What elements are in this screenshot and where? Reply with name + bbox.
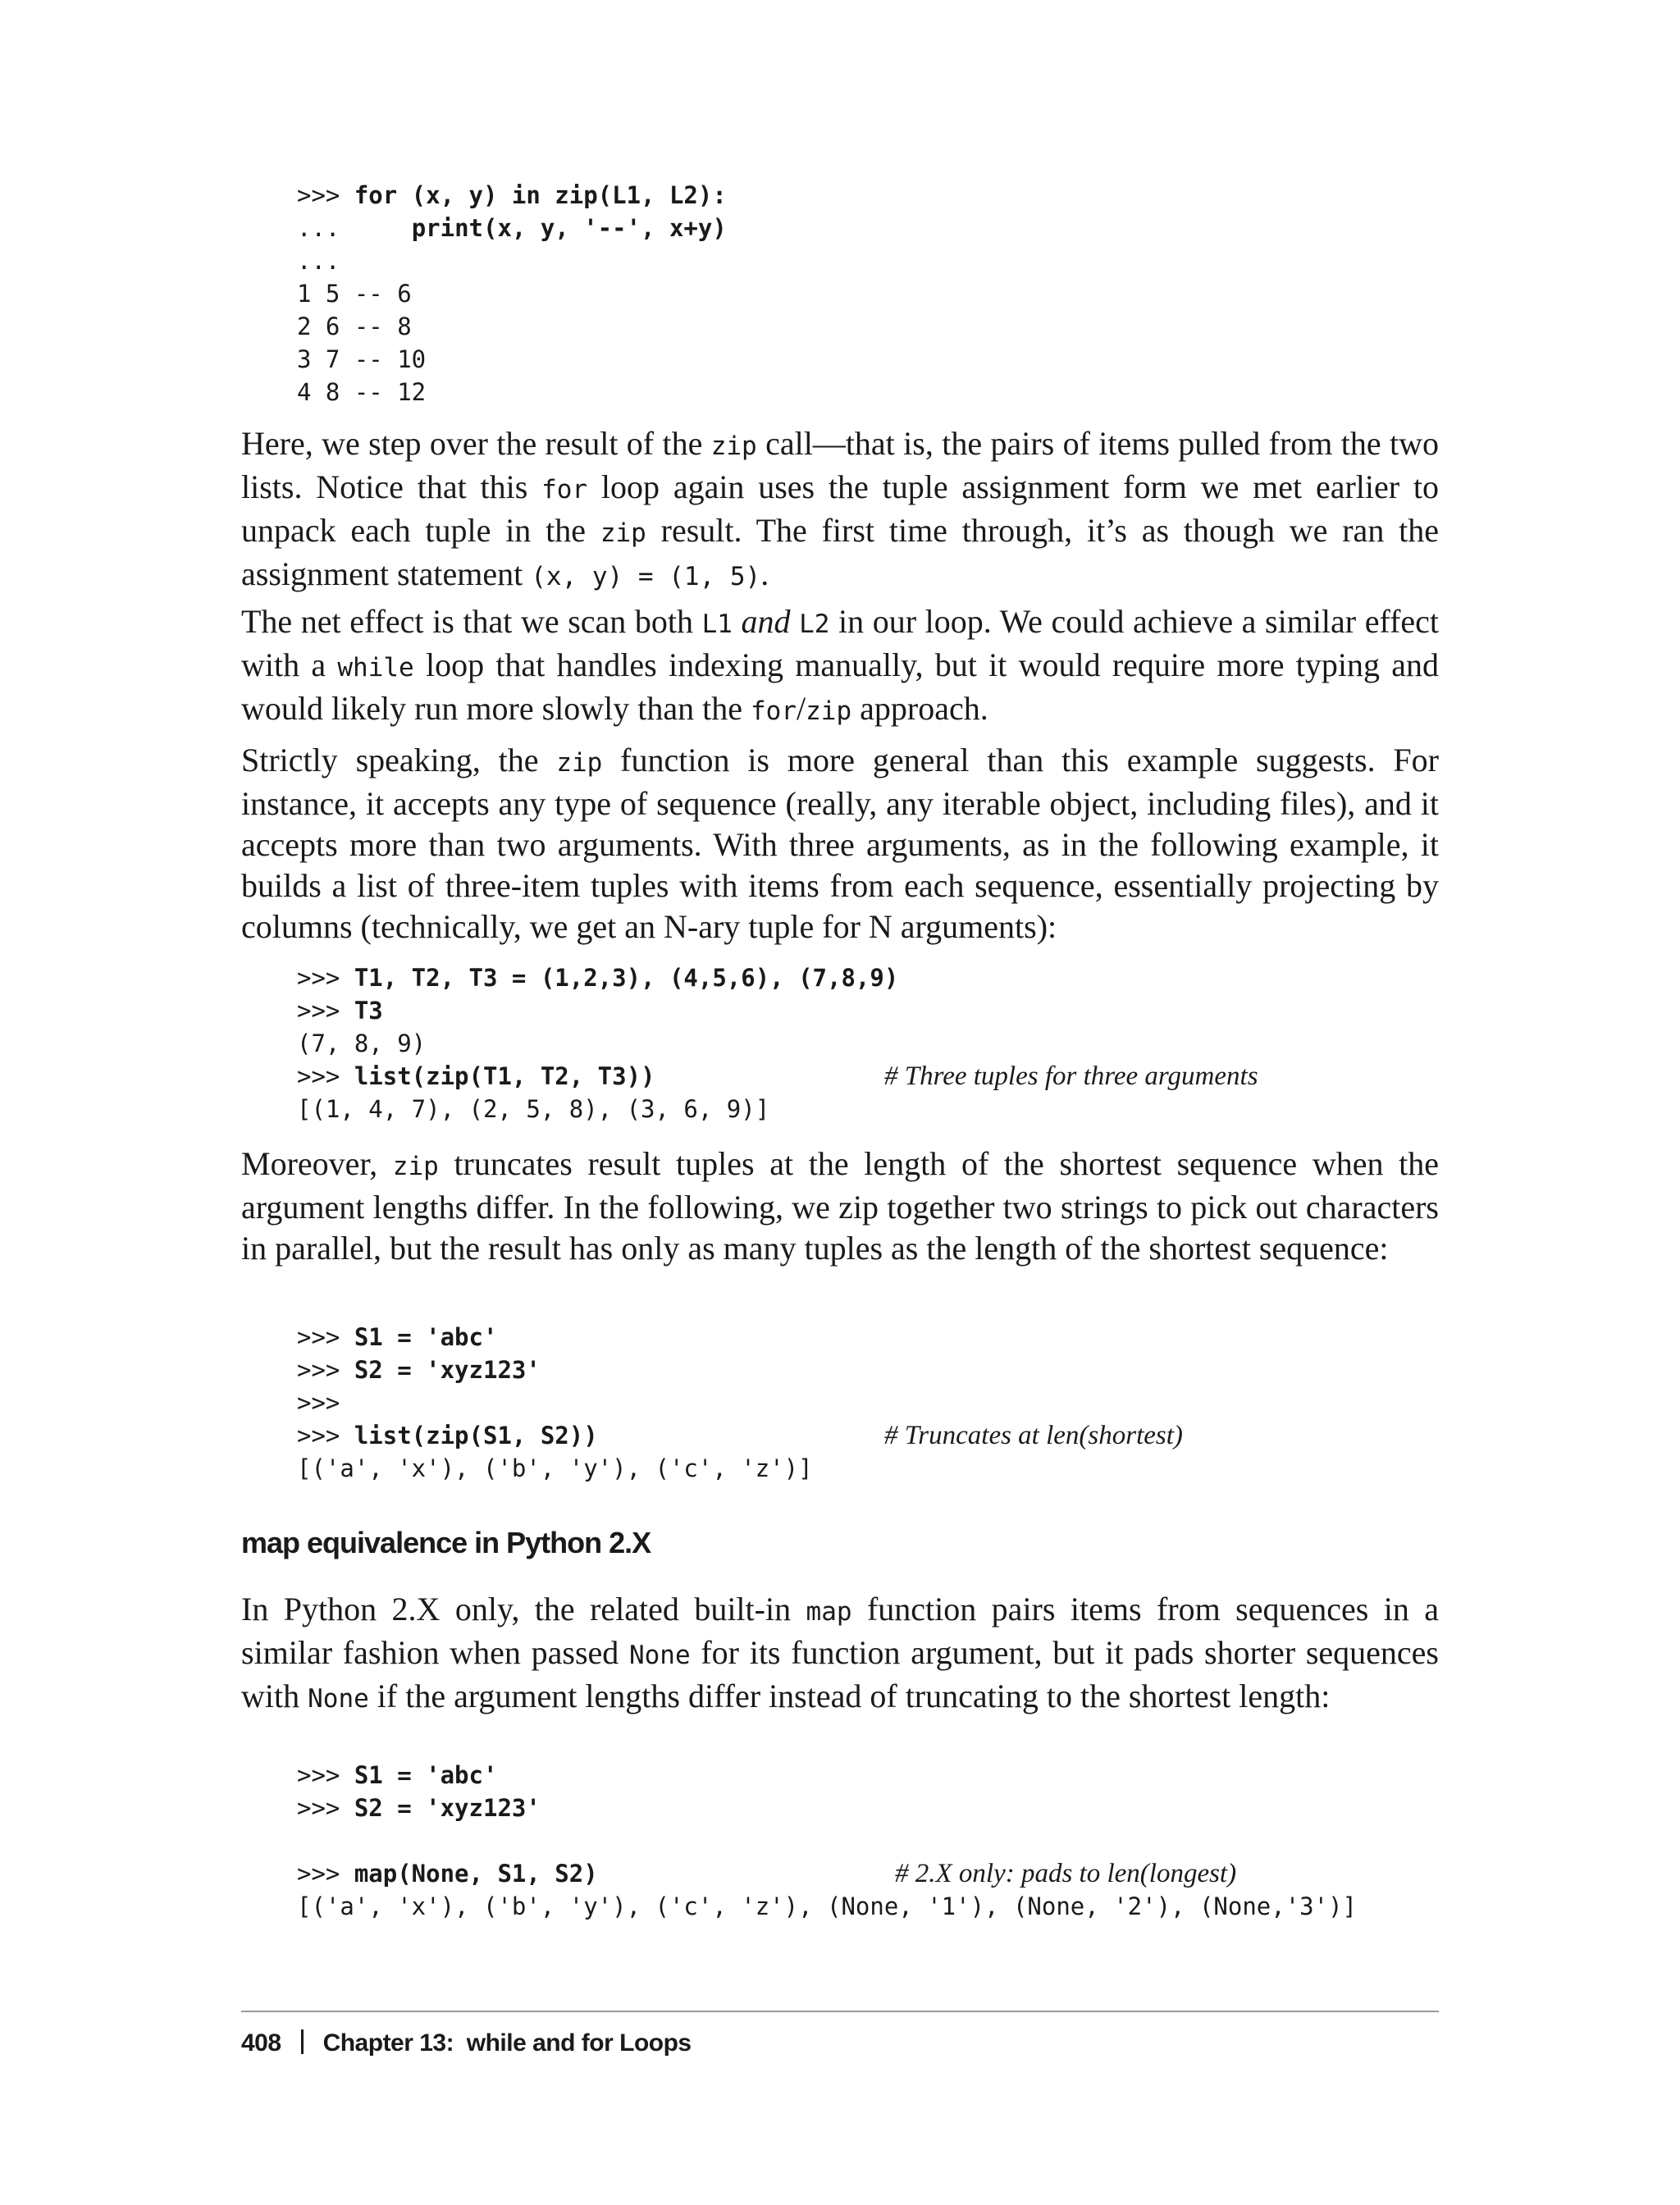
inline-code: L1 [701, 609, 733, 639]
prompt: >>> [297, 997, 354, 1025]
inline-code: for [751, 696, 797, 726]
paragraph: The net effect is that we scan both L1 and L2 in our loop. We could achieve a similar effect with a while loop that handles indexing manually, but it would require more typing and would likely run more slowly than the for/zip approach. [241, 603, 1440, 727]
paragraph: Here, we step over the result of the zip call—that is, the pairs of items pulled from the two lists. Notice that this for loop again uses the tuple assignment form we met earlier to unpack each tuple in the zip result. The first time through, it’s as though we ran the assignment statement (x, y) = (1, 5). [241, 425, 1439, 592]
inline-code: zip [806, 696, 852, 726]
emphasis: and [741, 603, 791, 640]
code-comment: # 2.X only: pads to len(longest) [895, 1859, 1237, 1888]
page-number: 408 [241, 2029, 281, 2057]
prompt: >>> [297, 1356, 354, 1384]
inline-code: for [541, 475, 588, 504]
code-input: S2 = 'xyz123' [354, 1794, 541, 1822]
code-blank-line [297, 1824, 1357, 1857]
code-line [297, 1419, 1183, 1452]
code-line [297, 994, 898, 1027]
code-output: 3 7 -- 10 [297, 345, 427, 373]
prompt: >>> [297, 964, 354, 992]
code-output: 4 8 -- 12 [297, 378, 427, 406]
code-block-zip-strings [297, 1321, 1183, 1485]
prompt: >>> [297, 1761, 354, 1789]
inline-code: zip [556, 748, 603, 778]
prompt: ... [297, 214, 412, 242]
code-output: 2 6 -- 8 [297, 313, 412, 340]
code-input: list(zip(S1, S2)) [354, 1422, 598, 1449]
code-line [297, 212, 727, 244]
code-line: ... [297, 247, 340, 275]
code-line [297, 1792, 1357, 1824]
code-line [297, 1321, 813, 1354]
inline-code: map [806, 1597, 852, 1627]
code-line [297, 1060, 1258, 1093]
code-input: S1 = 'abc' [354, 1323, 498, 1351]
code-line: >>> [297, 1389, 340, 1417]
prompt: >>> [297, 1062, 354, 1090]
section-heading: map equivalence in Python 2.X [241, 1526, 651, 1559]
inline-code: None [628, 1641, 691, 1670]
code-block-three-tuples [297, 961, 1258, 1125]
code-input: T3 [354, 997, 383, 1025]
code-line [297, 179, 727, 212]
code-line [297, 1354, 813, 1386]
inline-code: zip [392, 1152, 439, 1181]
footer-separator [301, 2029, 304, 2054]
footer-divider [241, 2011, 1439, 2012]
code-output: [('a', 'x'), ('b', 'y'), ('c', 'z')] [297, 1454, 813, 1482]
inline-code: None [308, 1684, 369, 1714]
code-input: for (x, y) in zip(L1, L2): [354, 181, 727, 209]
code-line [297, 961, 898, 994]
code-comment: # Truncates at len(shortest) [884, 1421, 1183, 1450]
paragraph: Moreover, zip truncates result tuples at the length of the shortest sequence when the argument lengths differ. In the following, we zip together two strings to pick out characters in parallel, but the result has only as many tuples as the length of the shortest sequence: [241, 1145, 1439, 1267]
code-line [297, 1759, 1357, 1792]
code-input: print(x, y, '--', x+y) [411, 214, 727, 242]
inline-code: L2 [799, 609, 830, 639]
code-output: 1 5 -- 6 [297, 280, 412, 308]
code-line [297, 1857, 1357, 1890]
prompt: >>> [297, 1323, 354, 1351]
page-footer [241, 2029, 692, 2057]
code-input: S2 = 'xyz123' [354, 1356, 541, 1384]
code-input: S1 = 'abc' [354, 1761, 498, 1789]
chapter-title: Chapter 13: while and for Loops [322, 2029, 692, 2057]
inline-code: (x, y) = (1, 5) [531, 562, 761, 591]
code-block-zip-loop [297, 179, 727, 409]
code-input: T1, T2, T3 = (1,2,3), (4,5,6), (7,8,9) [354, 964, 899, 992]
code-output: [('a', 'x'), ('b', 'y'), ('c', 'z'), (None, '1'), (None, '2'), (None,'3')] [297, 1892, 1358, 1920]
inline-code: while [337, 653, 414, 682]
code-block-map-none [297, 1759, 1357, 1923]
code-input: map(None, S1, S2) [354, 1860, 598, 1888]
inline-code: zip [710, 431, 757, 461]
prompt: >>> [297, 1794, 354, 1822]
prompt: >>> [297, 181, 354, 209]
paragraph: In Python 2.X only, the related built-in map function pairs items from sequences in a similar fashion when passed None for its function argument, but it pads shorter sequences with None if the argument lengths differ instead of truncating to the shortest length: [241, 1591, 1440, 1714]
prompt: >>> [297, 1860, 354, 1888]
code-output: [(1, 4, 7), (2, 5, 8), (3, 6, 9)] [297, 1095, 770, 1123]
code-output: (7, 8, 9) [297, 1029, 427, 1057]
inline-code: zip [600, 518, 646, 548]
paragraph: Strictly speaking, the zip function is more general than this example suggests. For instance, it accepts any type of sequence (really, any iterable object, including files), and it accepts more than two arguments. With three arguments, as in the following example, it builds a list of three-item tuples with items from each sequence, essentially projecting by columns (technically, we get an N-ary tuple for N arguments): [241, 742, 1439, 945]
code-input: list(zip(T1, T2, T3)) [354, 1062, 655, 1090]
prompt: >>> [297, 1422, 354, 1449]
code-comment: # Three tuples for three arguments [884, 1061, 1258, 1091]
